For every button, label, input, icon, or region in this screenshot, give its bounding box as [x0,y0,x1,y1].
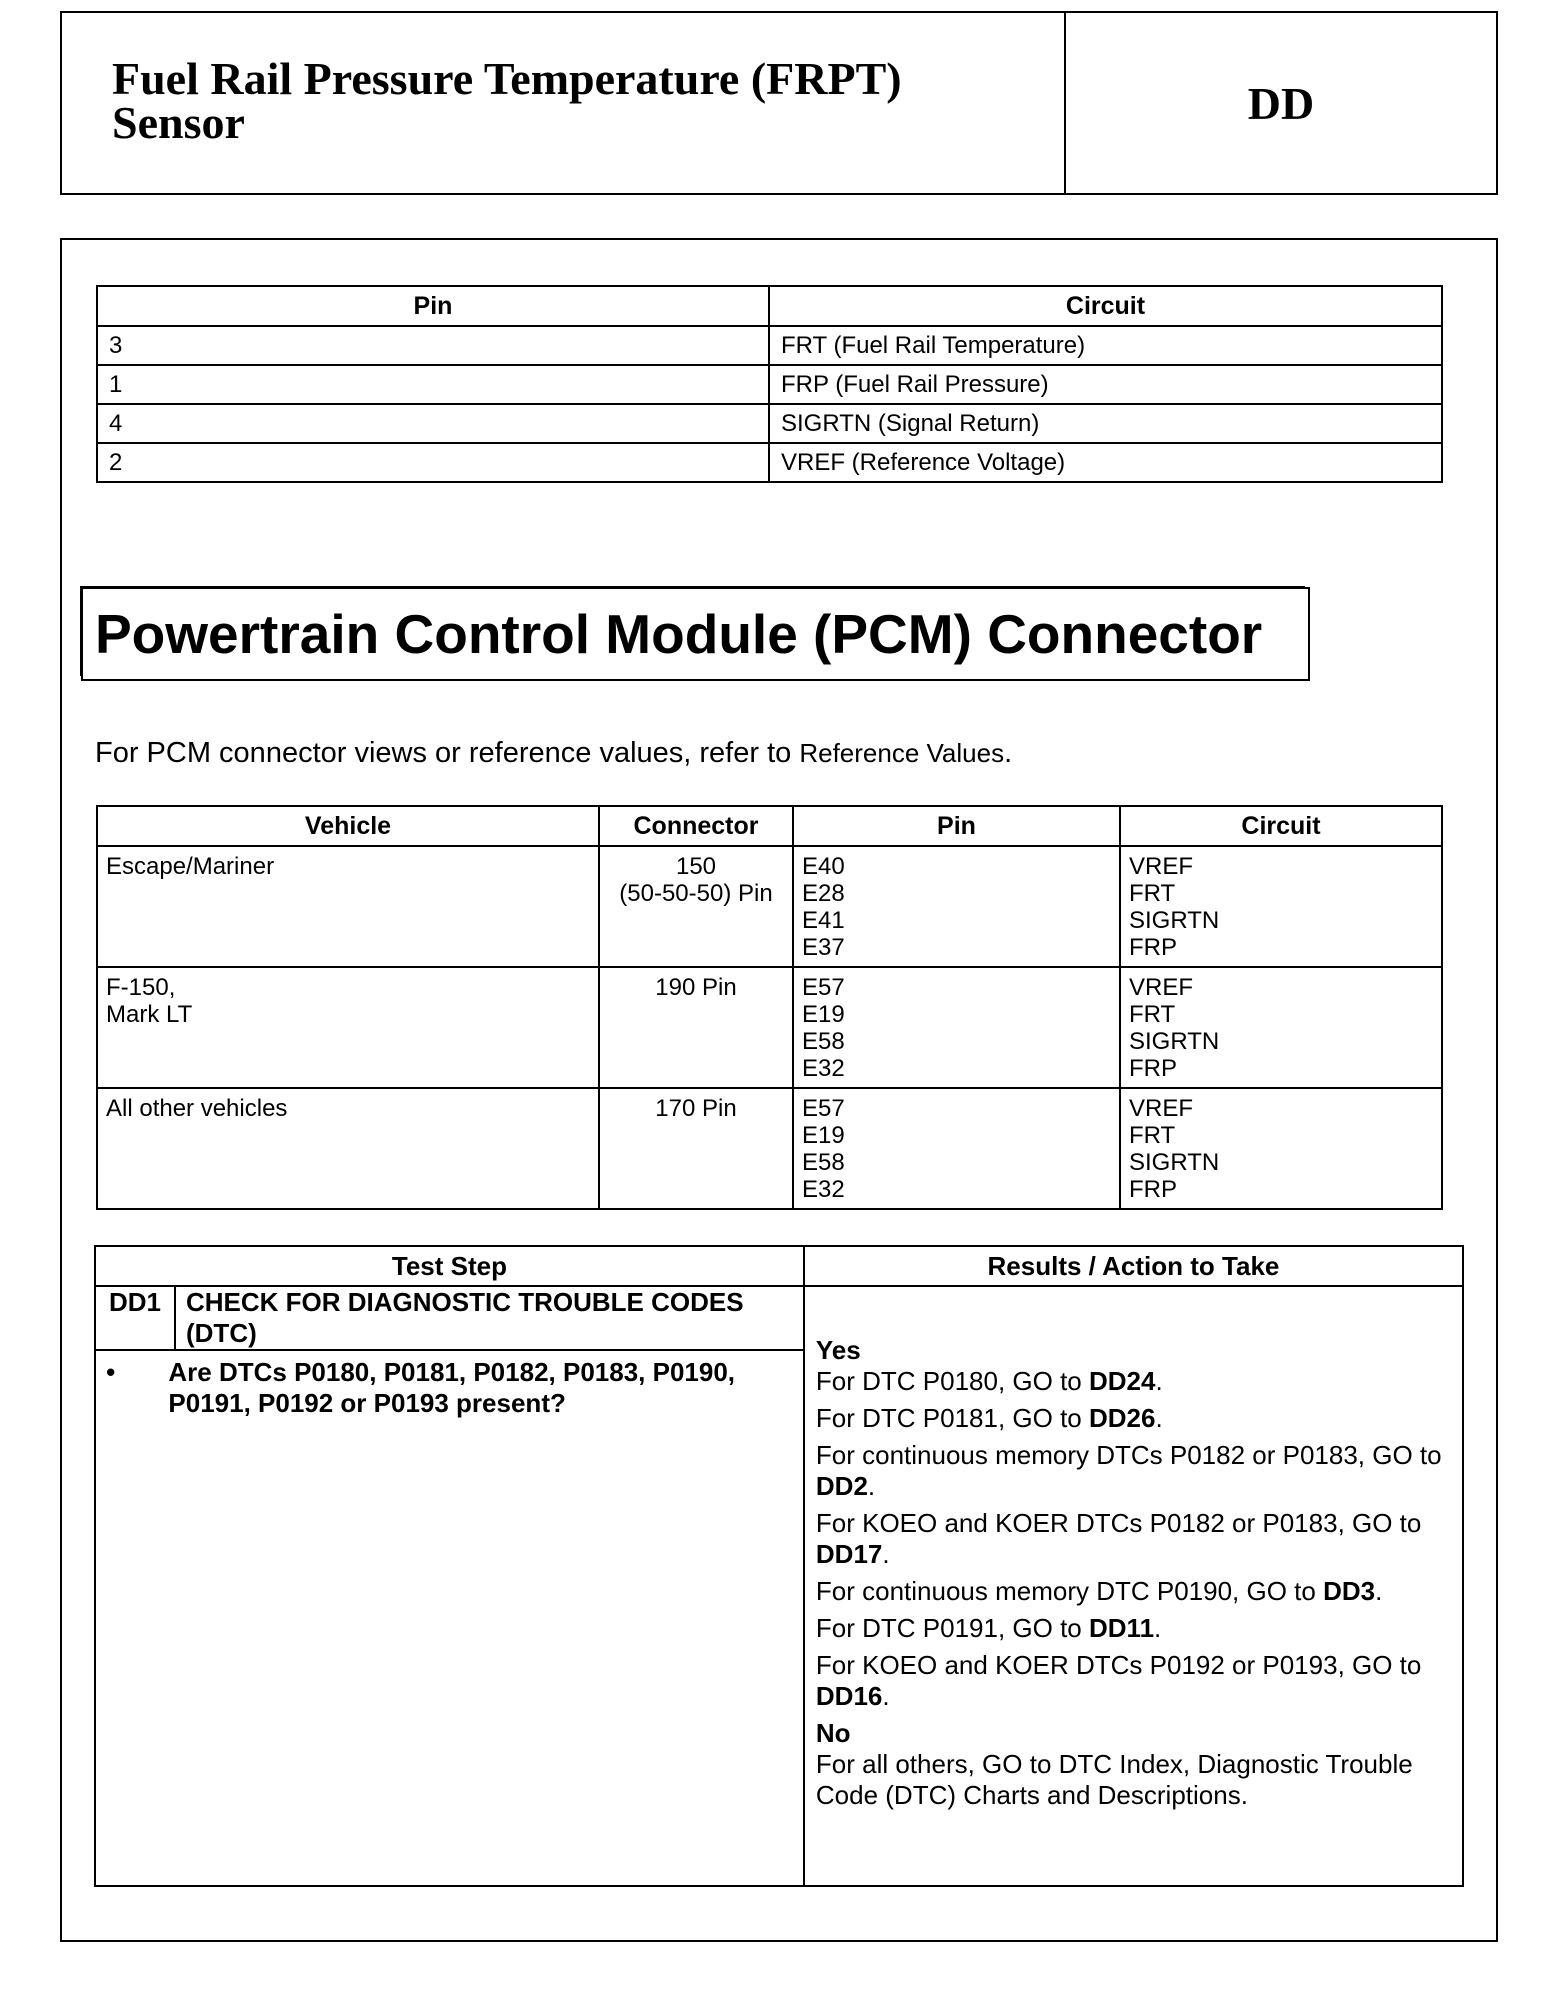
pin-cell [793,967,1120,1088]
circuit-value: FRP [1129,1055,1177,1082]
pin-value: E37 [802,934,845,961]
goto-link[interactable]: DD3 [1323,1576,1376,1606]
test-step-row [95,1286,1463,1350]
table-row [97,1088,1442,1209]
circuit-cell: FRP (Fuel Rail Pressure) [769,365,1442,404]
connector-line: (50-50-50) Pin [619,880,773,907]
connector-cell [599,846,793,967]
step-title: CHECK FOR DIAGNOSTIC TROUBLE CODES (DTC) [175,1286,804,1350]
vehicle-cell [97,967,599,1088]
section-code: DD [1247,77,1315,129]
goto-link[interactable]: DD24 [1088,1366,1156,1396]
circuit-value: SIGRTN [1129,907,1220,934]
table-row [97,443,1442,482]
no-label: No [815,1718,851,1748]
pin-cell [793,1088,1120,1209]
circuit-value: VREF [1129,974,1194,1001]
connector-cell [599,1088,793,1209]
pin-value: E57 [802,1095,845,1122]
col-header-results: Results / Action to Take [804,1246,1463,1286]
page-title [62,13,1066,193]
goto-link[interactable]: DD16 [815,1681,883,1711]
pin-value: E41 [802,907,845,934]
vehicle-cell [97,846,599,967]
circuit-cell: SIGRTN (Signal Return) [769,404,1442,443]
connector-cell [599,967,793,1088]
question-cell [106,1350,804,1886]
title-line-1: Fuel Rail Pressure Temperature (FRPT) [112,53,902,104]
pin-value: E40 [802,853,845,880]
pin-cell: 3 [97,326,769,365]
yes-action: For KOEO and KOER DTCs P0182 or P0183, GO to DD17. [815,1508,1422,1569]
yes-action: For DTC P0191, GO to DD11. [815,1613,1162,1643]
bullet-icon: • [106,1357,116,1387]
yes-label: Yes [815,1335,861,1365]
col-header-pin: Pin [793,806,1120,846]
results-cell [804,1286,1463,1886]
circuit-value: FRT [1129,1122,1176,1149]
connector-line: 150 [675,853,717,880]
circuit-value: FRT [1129,880,1176,907]
col-header-vehicle: Vehicle [97,806,599,846]
pcm-connector-table [96,805,1443,1210]
circuit-value: FRP [1129,934,1177,961]
yes-action: For DTC P0180, GO to DD24. [815,1366,1163,1396]
yes-action: For continuous memory DTC P0190, GO to DD3. [815,1576,1383,1606]
test-step-table [94,1245,1464,1887]
yes-action: For continuous memory DTCs P0182 or P0183, GO to DD2. [815,1440,1442,1501]
col-header-circuit: Circuit [1120,806,1442,846]
circuit-cell [1120,967,1442,1088]
col-header-pin: Pin [97,286,769,326]
reference-note-period: . [1004,737,1013,769]
circuit-cell [1120,1088,1442,1209]
circuit-value: SIGRTN [1129,1149,1220,1176]
circuit-cell [1120,846,1442,967]
circuit-value: FRP [1129,1176,1177,1203]
pin-value: E19 [802,1122,845,1149]
goto-link[interactable]: DD17 [815,1539,883,1569]
pin-value: E58 [802,1149,845,1176]
yes-action: For DTC P0181, GO to DD26. [815,1403,1163,1433]
table-row [97,404,1442,443]
circuit-cell: FRT (Fuel Rail Temperature) [769,326,1442,365]
table-row [97,365,1442,404]
reference-values-link[interactable]: Reference Values [799,738,1005,768]
reference-note [95,737,1012,770]
circuit-value: VREF [1129,853,1194,880]
pin-cell: 4 [97,404,769,443]
vehicle-line: Mark LT [106,1001,193,1028]
table-row [97,846,1442,967]
pin-value: E58 [802,1028,845,1055]
pin-value: E32 [802,1176,845,1203]
question-text: Are DTCs P0180, P0181, P0182, P0183, P0190, P0191, P0192 or P0193 present? [168,1357,736,1418]
circuit-value: FRT [1129,1001,1176,1028]
circuit-value: SIGRTN [1129,1028,1220,1055]
circuit-value: VREF [1129,1095,1194,1122]
title-line-2: Sensor [112,97,245,148]
pin-value: E32 [802,1055,845,1082]
circuit-cell: VREF (Reference Voltage) [769,443,1442,482]
vehicle-line: F-150, [106,974,176,1001]
pin-cell: 1 [97,365,769,404]
question-spacer [95,1350,175,1886]
col-header-circuit: Circuit [769,286,1442,326]
pin-value: E57 [802,974,845,1001]
pin-cell: 2 [97,443,769,482]
goto-link[interactable]: DD26 [1088,1403,1156,1433]
connector-line: 190 Pin [655,974,737,1001]
goto-link[interactable]: DD11 [1088,1613,1155,1643]
goto-link[interactable]: DD2 [815,1471,868,1501]
section-heading-pcm: Powertrain Control Module (PCM) Connector [81,587,1310,681]
sensor-pin-table [96,285,1443,483]
col-header-test-step: Test Step [95,1246,804,1286]
yes-action: For KOEO and KOER DTCs P0192 or P0193, GO to DD16. [815,1650,1422,1711]
pin-value: E28 [802,880,845,907]
reference-note-text: For PCM connector views or reference values, refer to [95,737,800,769]
vehicle-line: Escape/Mariner [106,853,275,880]
vehicle-cell [97,1088,599,1209]
pin-cell [793,846,1120,967]
connector-line: 170 Pin [655,1095,737,1122]
step-id: DD1 [95,1286,175,1350]
table-row [97,326,1442,365]
col-header-connector: Connector [599,806,793,846]
page-header [60,11,1498,195]
table-row [97,967,1442,1088]
pin-value: E19 [802,1001,845,1028]
no-action: For all others, GO to DTC Index, Diagnostic Trouble Code (DTC) Charts and Descriptions. [815,1749,1413,1810]
vehicle-line: All other vehicles [106,1095,288,1122]
